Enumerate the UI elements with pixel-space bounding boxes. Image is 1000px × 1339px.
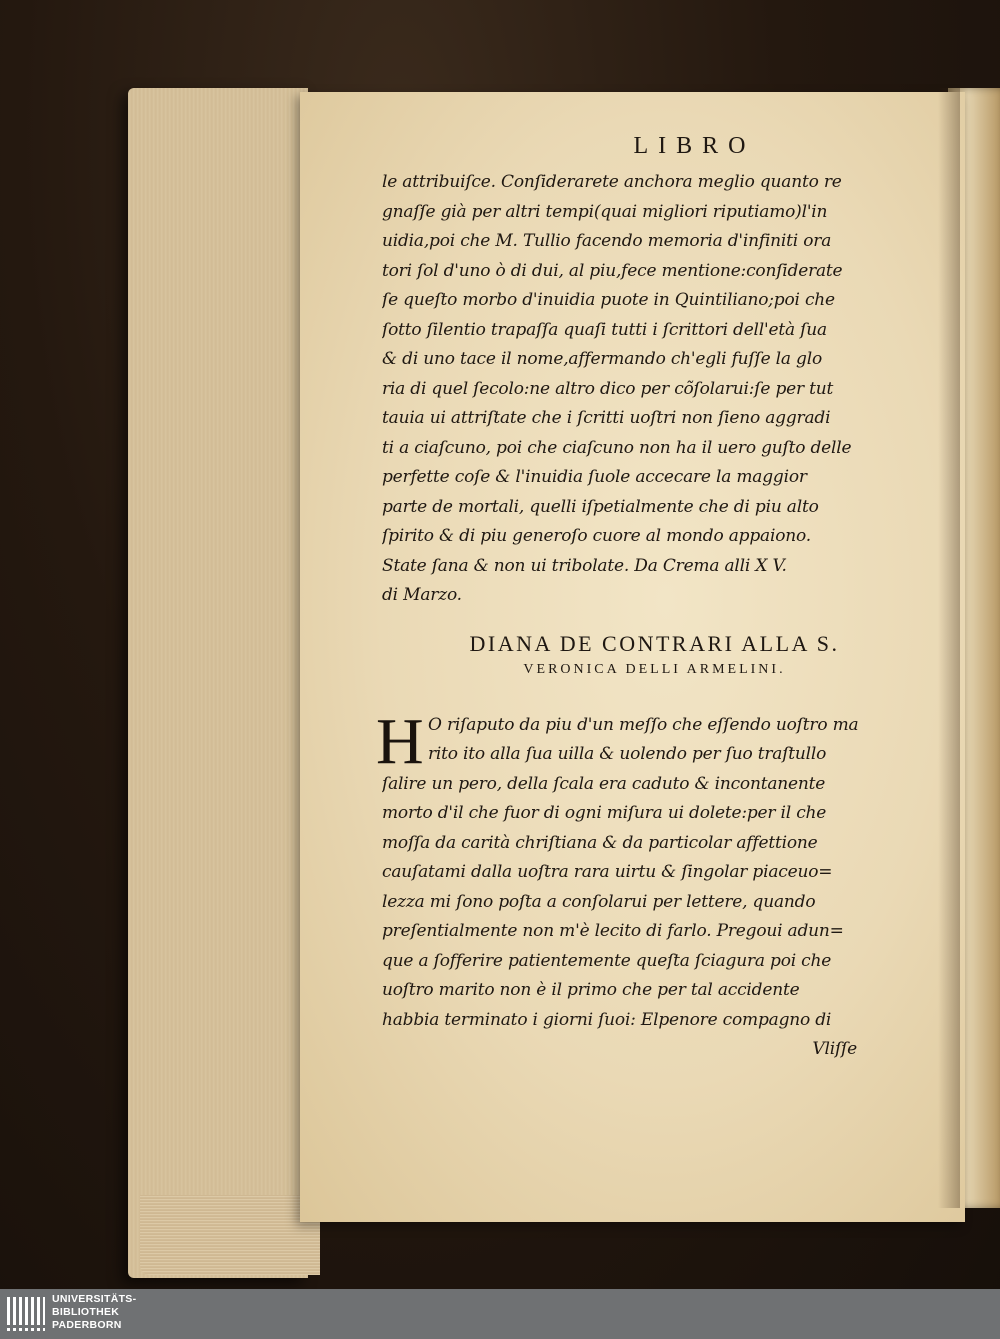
text-line: ſotto ſilentio trapaſſa quaſi tutti i ſcrittori dell'età ſua (382, 319, 827, 340)
catchword: Vliſſe (812, 1039, 857, 1059)
text-line: gnaſſe già per altri tempi(quai migliori riputiamo)l'in (382, 201, 828, 222)
text-line: parte de mortali, quelli iſpetialmente che di piu alto (382, 496, 819, 517)
library-name-line-1: UNIVERSITÄTS- (52, 1293, 137, 1305)
text-line: ria di quel ſecolo:ne altro dico per cõſolarui:ſe per tut (382, 378, 834, 399)
paragraph-2 (376, 704, 927, 1065)
running-head: LIBRO (633, 133, 756, 159)
text-line: rito ito alla ſua uilla & uolendo per ſuo traſtullo (428, 744, 827, 764)
text-line: moſſa da carità chriſtiana & da particolar affettione (382, 832, 818, 853)
text-line: ſalire un pero, della ſcala era caduto & incontanente (382, 773, 826, 794)
text-line: que a ſofferire patientemente queſta ſciagura poi che (382, 950, 832, 971)
text-line: le attribuiſce. Conſiderarete anchora meglio quanto re (382, 172, 842, 192)
text-line: & di uno tace il nome,affermando ch'egli fuſſe la glo (382, 349, 823, 369)
text-line: preſentialmente non m'è lecito di farlo. Pregoui adun= (382, 921, 844, 941)
text-line: tori ſol d'uno ò di dui, al piu,fece mentione:conſiderate (382, 260, 843, 281)
text-line: O riſaputo da piu d'un meſſo che eſſendo uoſtro ma (428, 714, 859, 735)
text-line: State ſana & non ui tribolate. Da Crema alli X V. (382, 555, 787, 576)
text-line: morto d'il che fuor di ogni miſura ui dolete:per il che (382, 803, 827, 823)
library-name-line-2: BIBLIOTHEK (52, 1306, 120, 1318)
text-line: uoſtro marito non è il primo che per tal accidente (382, 980, 800, 1000)
text-line: di Marzo. (382, 585, 462, 605)
text-line: lezza mi ſono poſta a conſolarui per lettere, quando (382, 891, 816, 912)
text-line: perfette coſe & l'inuidia ſuole accecare la maggior (382, 467, 807, 487)
book-page (300, 92, 965, 1222)
library-name (52, 1293, 136, 1332)
text-line: habbia terminato i giorni ſuoi: Elpenore compagno di (382, 1009, 832, 1030)
gutter-shadow (938, 88, 960, 1208)
book-bottom-edges (140, 1195, 320, 1275)
paragraph-1 (382, 168, 927, 611)
library-name-line-3: PADERBORN (52, 1319, 122, 1331)
letter-subheading: VERONICA DELLI ARMELINI. (523, 661, 786, 677)
drop-cap: H (376, 704, 424, 778)
text-line: ti a ciaſcuno, poi che ciaſcuno non ha il uero guſto delle (382, 437, 852, 458)
library-footer (0, 1289, 1000, 1339)
book-page-edges (128, 88, 308, 1278)
text-line: ſpirito & di piu generoſo cuore al mondo appaiono. (382, 526, 811, 546)
page-text (376, 132, 927, 1065)
text-line: ſe queſto morbo d'inuidia puote in Quintiliano;poi che (382, 290, 835, 310)
library-logo-icon (6, 1295, 46, 1333)
text-line: cauſatami dalla uoſtra rara uirtu & ſingolar piaceuo= (382, 862, 833, 882)
text-line: uidia,poi che M. Tullio facendo memoria d'infiniti ora (382, 231, 832, 251)
letter-heading: DIANA DE CONTRARI ALLA S. (469, 630, 840, 656)
text-line: tauia ui attriſtate che i ſcritti uoſtri non ſieno aggradi (382, 408, 831, 428)
